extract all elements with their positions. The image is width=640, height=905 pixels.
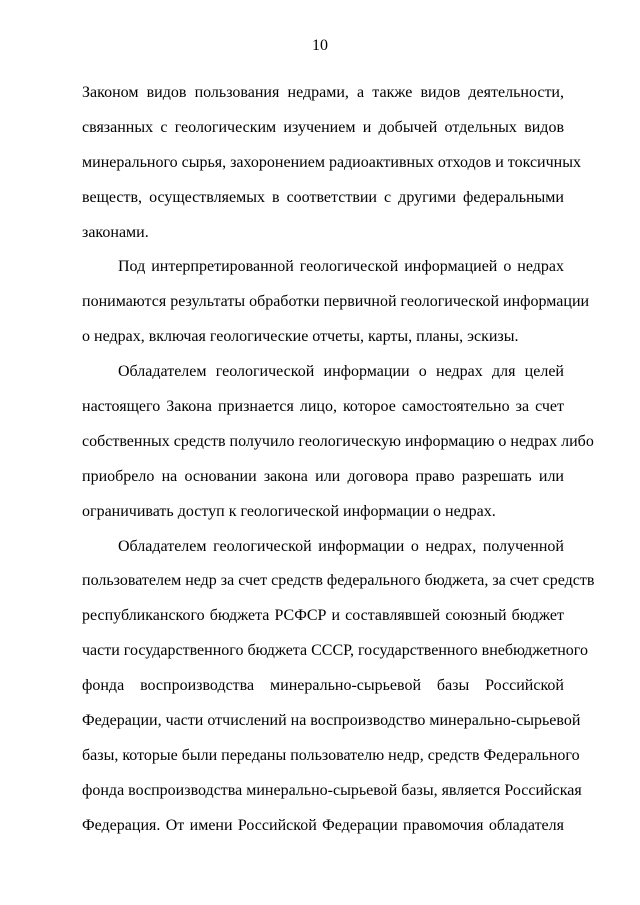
text-line: части государственного бюджета СССР, государственного внебюджетного: [82, 642, 588, 660]
text-line: связанных с геологическим изучением и добычей отдельных видов: [82, 118, 564, 136]
text-line: Федерации, части отчислений на воспроизводство минерально-сырьевой: [82, 712, 581, 730]
page-number: 10: [312, 37, 328, 54]
text-line: законами.: [82, 223, 149, 241]
text-line: понимаются результаты обработки первичной геологической информации: [82, 293, 590, 311]
text-line: Под интерпретированной геологической информацией о недрах: [118, 258, 564, 276]
text-line: пользователем недр за счет средств федерального бюджета, за счет средств: [82, 572, 595, 590]
text-line: фонда воспроизводства минерально-сырьевой базы, является Российская: [82, 781, 582, 799]
text-line: Федерация. От имени Российской Федерации правомочия обладателя: [82, 816, 564, 834]
text-line: Обладателем геологической информации о недрах, полученной: [118, 537, 564, 555]
text-line: приобрело на основании закона или договора право разрешать или: [82, 467, 564, 485]
text-line: собственных средств получило геологическую информацию о недрах либо: [82, 432, 594, 450]
text-line: ограничивать доступ к геологической информации о недрах.: [82, 502, 496, 520]
text-line: Законом видов пользования недрами, а также видов деятельности,: [82, 84, 564, 101]
paragraph: [82, 76, 581, 250]
text-line: республиканского бюджета РСФСР и составлявшей союзный бюджет: [82, 607, 564, 625]
text-line: базы, которые были переданы пользователю недр, средств Федерального: [82, 746, 580, 764]
text-line: фонда воспроизводства минерально-сырьевой базы Российской: [82, 677, 564, 695]
document-body: [82, 76, 595, 844]
text-line: настоящего Закона признается лицо, которое самостоятельно за счет: [82, 398, 564, 416]
text-line: Обладателем геологической информации о недрах для целей: [118, 363, 564, 381]
paragraph: [82, 355, 594, 529]
text-line: минерального сырья, захоронением радиоактивных отходов и токсичных: [82, 153, 581, 171]
paragraph: [82, 250, 590, 355]
text-line: о недрах, включая геологические отчеты, карты, планы, эскизы.: [82, 328, 519, 346]
paragraph: [82, 530, 595, 844]
text-line: веществ, осуществляемых в соответствии с другими федеральными: [82, 188, 564, 206]
